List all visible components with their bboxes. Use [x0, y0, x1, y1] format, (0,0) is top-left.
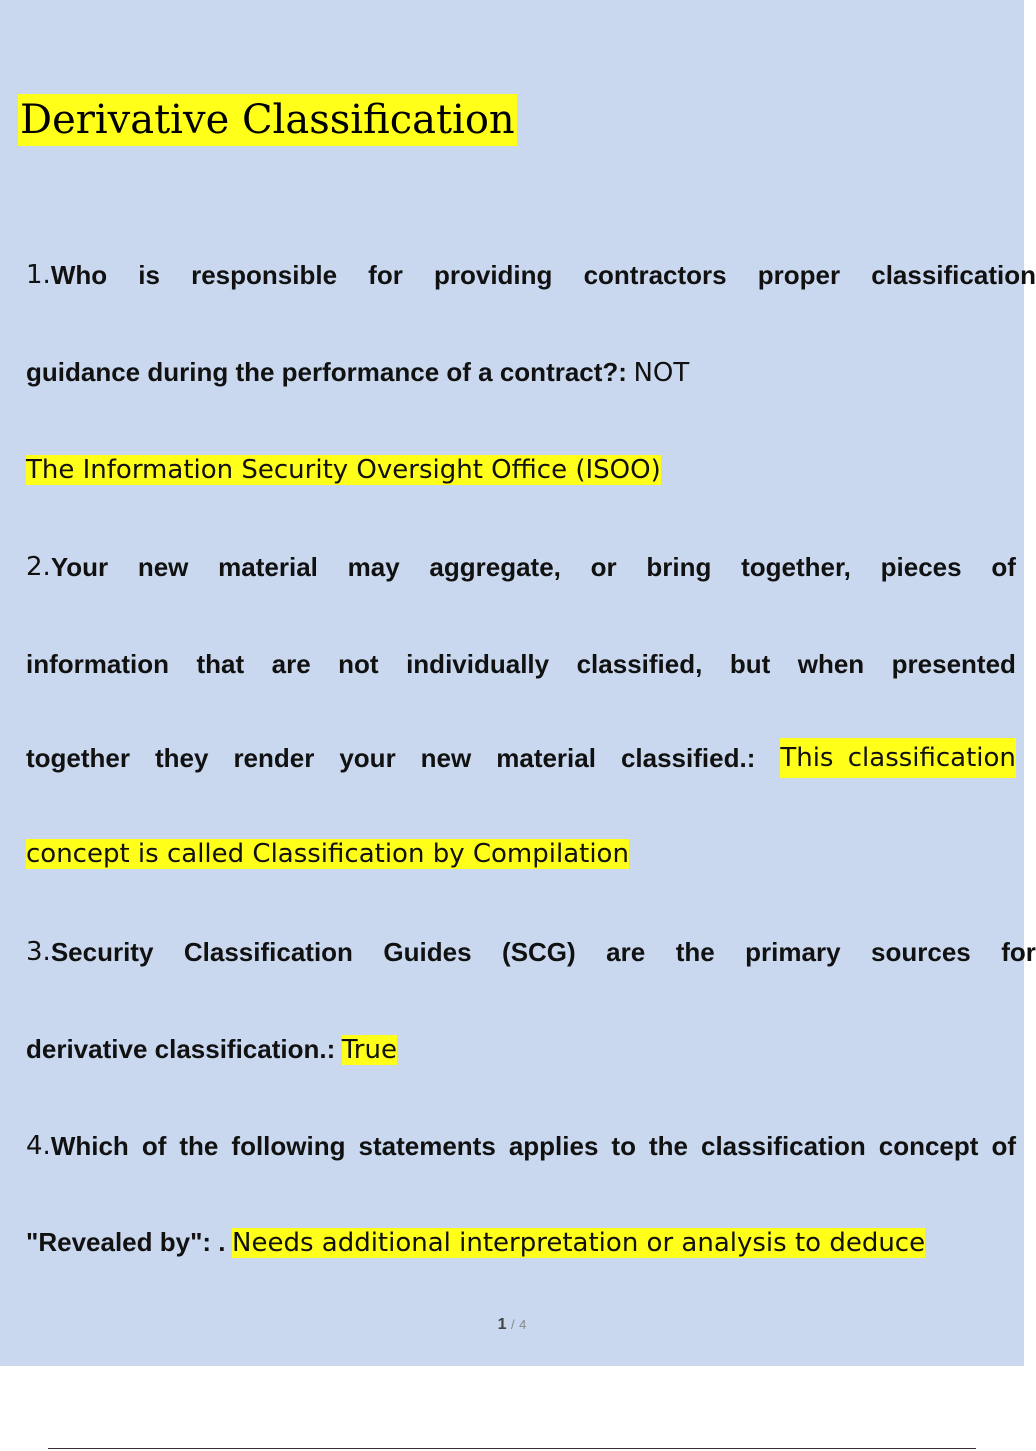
word: Who: [50, 260, 108, 290]
word: classification: [871, 260, 1036, 290]
word: individually: [406, 649, 550, 679]
word: together,: [741, 552, 851, 582]
item-2-answer-part-2: concept is called Classification by Compilation: [26, 839, 629, 869]
word: of: [991, 1131, 1016, 1161]
word: are: [271, 649, 311, 679]
word: information: [26, 649, 169, 679]
item-2-answer-line: [26, 834, 1024, 874]
word: Guides: [383, 937, 472, 967]
word: Your: [50, 552, 109, 582]
word: the: [179, 1131, 219, 1161]
word: for: [368, 260, 403, 290]
word: Security: [50, 937, 154, 967]
word: pieces: [880, 552, 962, 582]
word: applies: [508, 1131, 599, 1161]
word: classified,: [576, 649, 703, 679]
next-page-divider: [48, 1448, 976, 1449]
word: presented: [891, 649, 1016, 679]
item-1-answer: The Information Security Oversight Office (ISOO): [26, 455, 661, 485]
word: aggregate,: [429, 552, 561, 582]
word: not: [338, 649, 379, 679]
word: following: [231, 1131, 346, 1161]
word: when: [797, 649, 865, 679]
word: statements: [358, 1131, 496, 1161]
word: to: [611, 1131, 636, 1161]
word: proper: [757, 260, 841, 290]
page-separator: /: [511, 1317, 515, 1332]
item-3-question-text: derivative classification.:: [26, 1034, 336, 1064]
total-pages: 4: [519, 1317, 527, 1332]
word: for: [1001, 937, 1036, 967]
word: classification: [701, 1131, 866, 1161]
word: responsible: [191, 260, 338, 290]
item-1-answer-prefix: NOT: [633, 358, 690, 388]
item-4-number: 4.: [26, 1131, 51, 1161]
word: sources: [871, 937, 971, 967]
word: or: [590, 552, 617, 582]
word: (SCG): [502, 937, 576, 967]
page-title: Derivative Classification: [18, 94, 517, 146]
word: render: [233, 743, 315, 773]
word: may: [347, 552, 400, 582]
word: your: [339, 743, 396, 773]
item-3-answer: True: [341, 1035, 397, 1065]
item-4-answer: Needs additional interpretation or analysis to deduce: [232, 1228, 926, 1258]
item-4-question-line-1: [26, 1126, 1016, 1166]
word: is: [138, 260, 160, 290]
word: that: [196, 649, 245, 679]
word: material: [218, 552, 318, 582]
word: classified.:: [620, 743, 756, 773]
current-page-number: 1: [497, 1316, 507, 1333]
word: material: [496, 743, 596, 773]
item-2-question-line-1: [26, 547, 1016, 587]
item-2-question-line-3: [26, 738, 1016, 778]
word: the: [648, 1131, 688, 1161]
item-1-question-line-2: [26, 352, 1024, 392]
word: they: [154, 743, 209, 773]
word: bring: [646, 552, 712, 582]
item-1-question-line-1: [26, 255, 1036, 295]
word: providing: [433, 260, 553, 290]
word: are: [606, 937, 646, 967]
word: Classification: [183, 937, 353, 967]
word: of: [141, 1131, 167, 1161]
word: but: [729, 649, 771, 679]
item-2-question-line-2: [26, 644, 1016, 684]
item-1-number: 1.: [26, 260, 51, 290]
word: contractors: [583, 260, 727, 290]
item-1-answer-line: [26, 450, 1024, 490]
item-4-question-text: "Revealed by": .: [26, 1227, 226, 1257]
page-indicator: [0, 1316, 1024, 1334]
word: concept: [878, 1131, 979, 1161]
word: of: [991, 552, 1016, 582]
word: new: [137, 552, 189, 582]
item-4-question-line-2: [26, 1222, 1024, 1262]
word: together: [26, 743, 130, 773]
item-1-question-text: guidance during the performance of a contract?:: [26, 357, 627, 387]
word: the: [675, 937, 715, 967]
item-3-question-line-2: [26, 1029, 1024, 1069]
item-3-number: 3.: [26, 937, 51, 967]
word: Which: [50, 1131, 129, 1161]
item-2-number: 2.: [26, 552, 51, 582]
word: new: [420, 743, 472, 773]
word: primary: [745, 937, 841, 967]
item-3-question-line-1: [26, 932, 1036, 972]
item-2-answer-part-1: This classification: [780, 738, 1016, 778]
